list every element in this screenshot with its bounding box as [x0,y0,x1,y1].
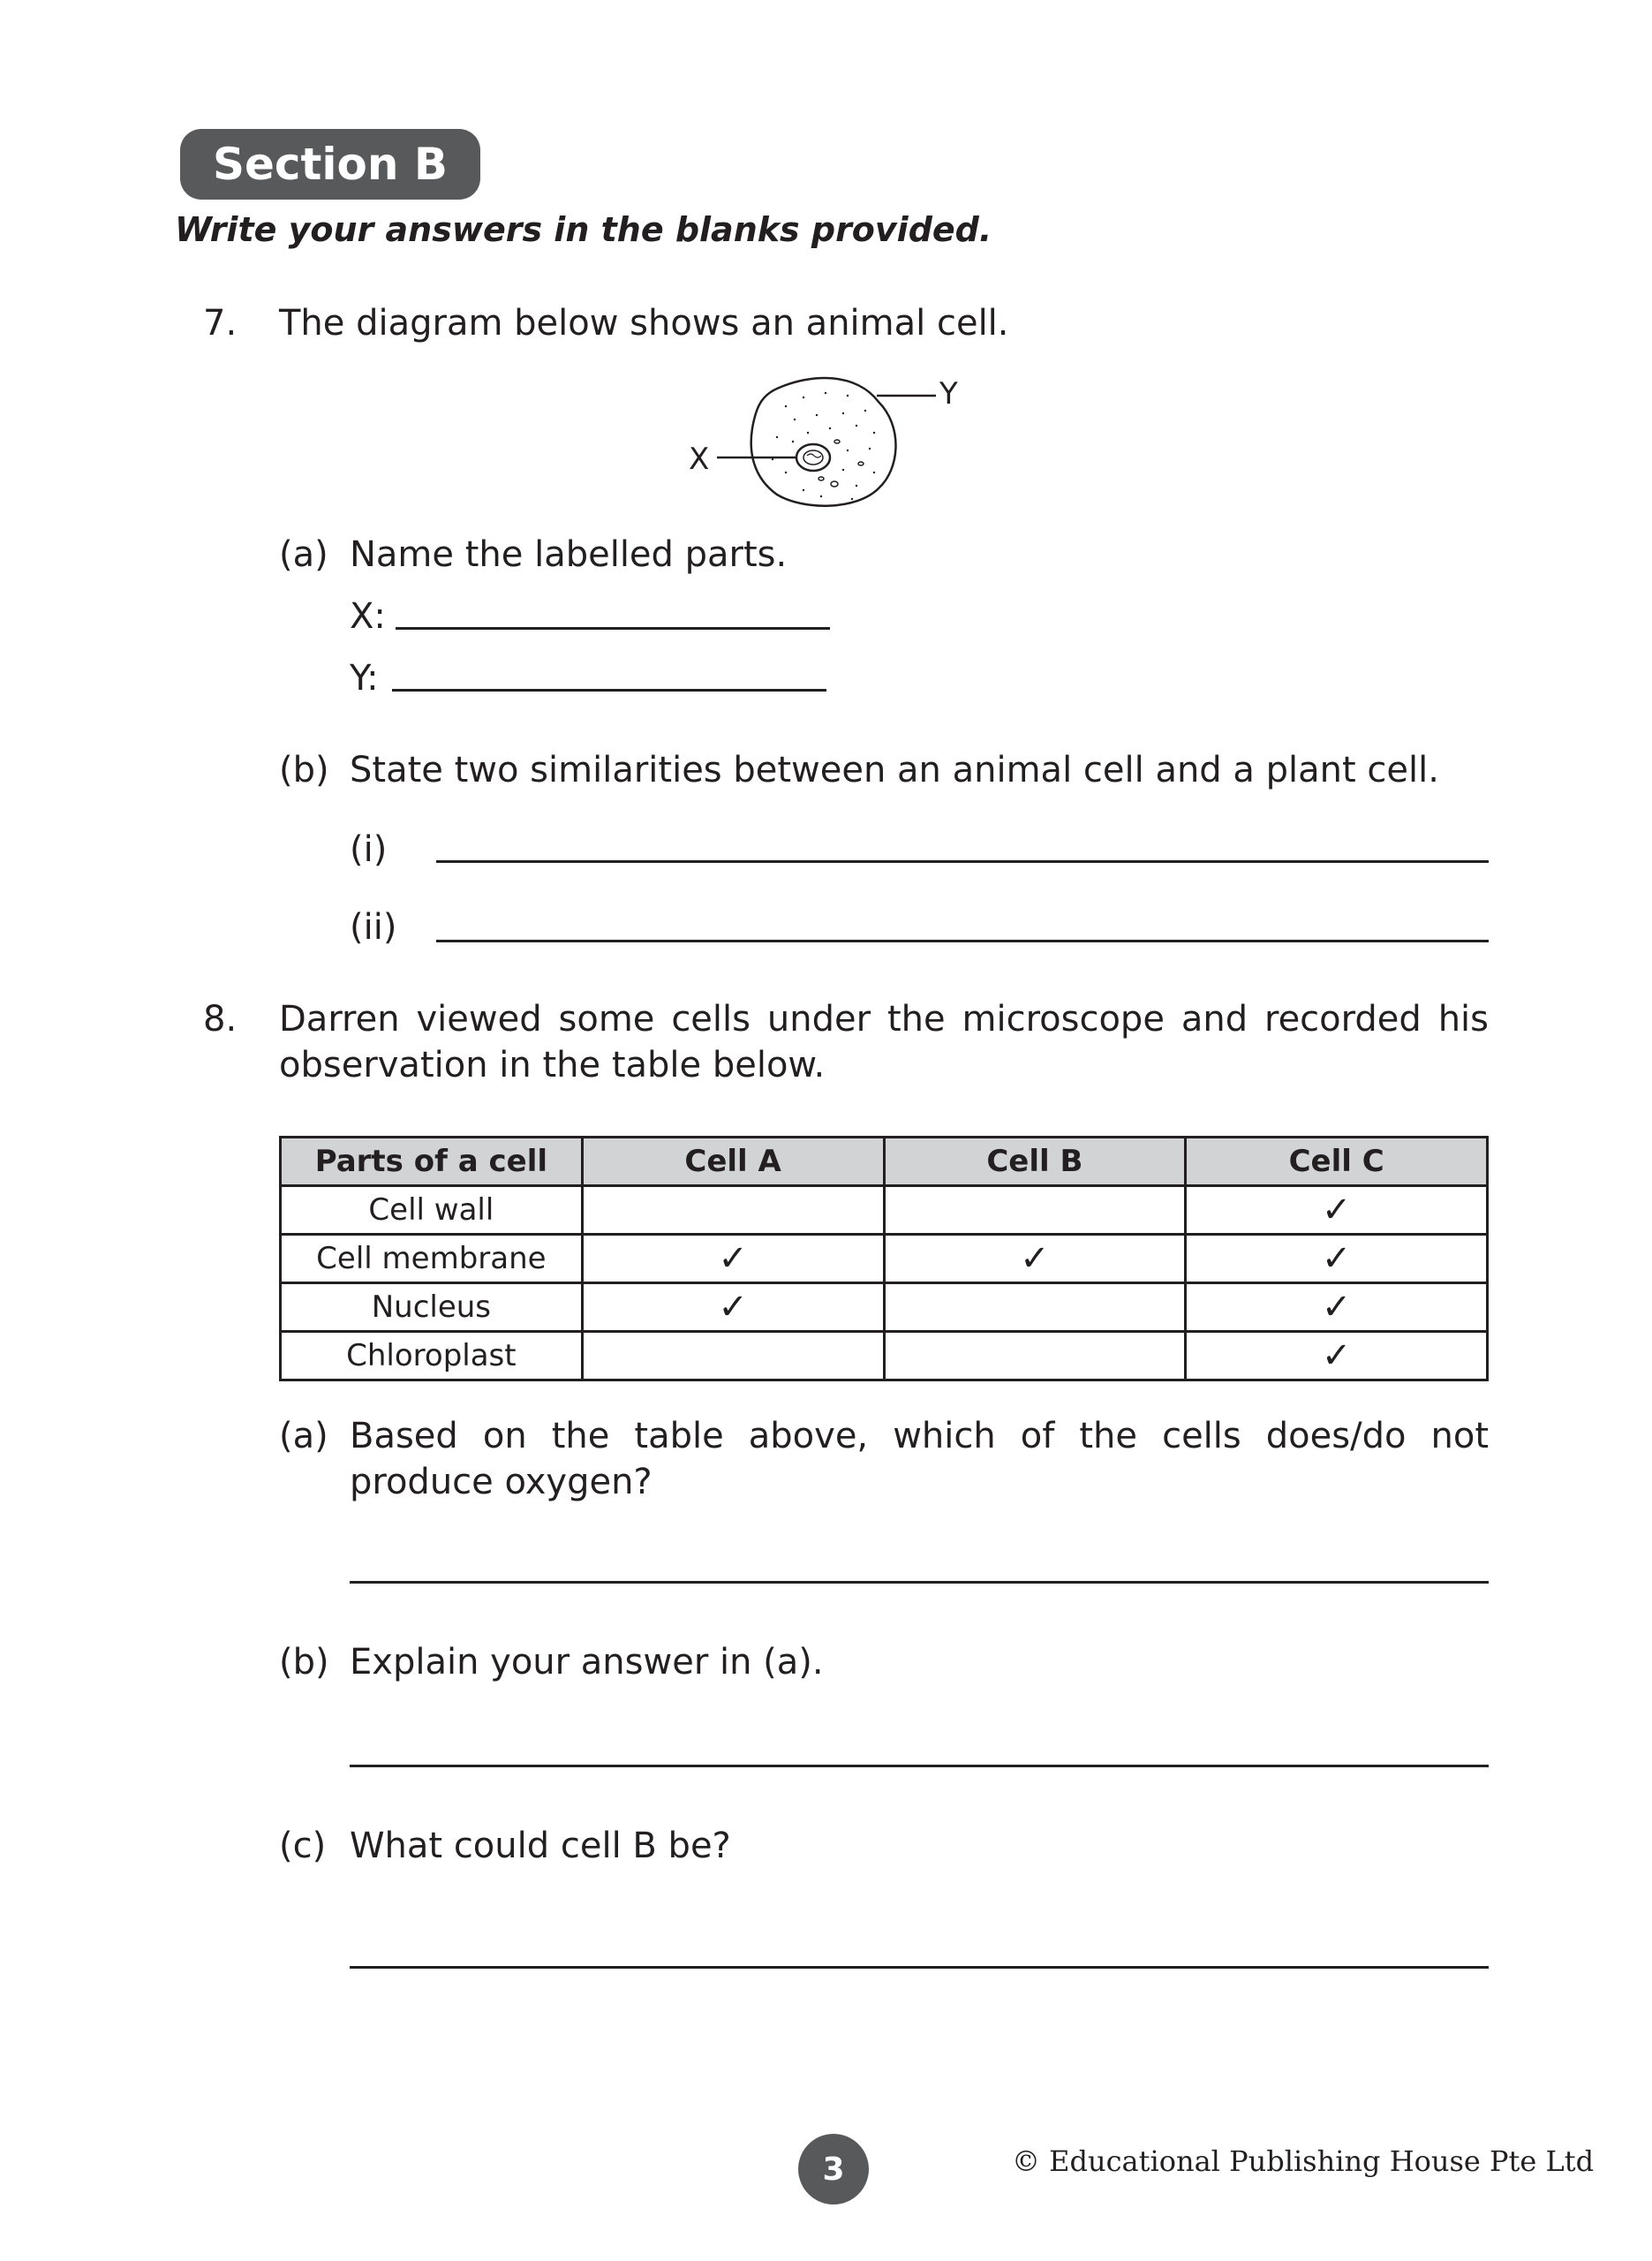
row-label: Chloroplast [281,1332,583,1380]
q7-number: 7. [203,303,238,344]
q7a-y-label: Y: [350,658,379,699]
table-row [281,1332,1488,1380]
nucleolus [803,450,823,465]
cell-membrane-outline [751,378,896,506]
page-number-badge [798,2134,869,2204]
table-cell [582,1186,884,1235]
table-cell [582,1332,884,1380]
q7a-x-label: X: [350,596,386,637]
table-cell: ✓ [582,1283,884,1332]
q8a-letter: (a) [279,1416,328,1456]
table-cell: ✓ [1186,1283,1488,1332]
table-cell [884,1332,1186,1380]
q8b-text: Explain your answer in (a). [350,1642,824,1683]
q8c-letter: (c) [279,1826,327,1866]
row-label: Cell wall [281,1186,583,1235]
answer-line-8c[interactable] [350,1966,1489,1969]
table-row [281,1283,1488,1332]
answer-line-7b-i[interactable] [436,860,1489,863]
answer-line-8b[interactable] [350,1765,1489,1767]
table-cell [884,1186,1186,1235]
header-parts: Parts of a cell [281,1138,583,1186]
q8c-text: What could cell B be? [350,1826,731,1866]
q7a-text: Name the labelled parts. [350,534,788,575]
table-cell: ✓ [884,1235,1186,1283]
diagram-label-x: X [689,442,710,477]
answer-line-x[interactable] [396,627,830,630]
q7b-i-label: (i) [350,829,388,870]
table-cell: ✓ [1186,1332,1488,1380]
copyright-text: © Educational Publishing House Pte Ltd [1012,2144,1595,2178]
table-cell: ✓ [582,1235,884,1283]
q7b-text: State two similarities between an animal cell and a plant cell. [350,750,1439,790]
section-badge [180,129,480,200]
row-label: Cell membrane [281,1235,583,1283]
instruction-text: Write your answers in the blanks provided. [175,210,992,249]
q7-text: The diagram below shows an animal cell. [279,303,1009,344]
answer-line-8a[interactable] [350,1581,1489,1584]
q8b-letter: (b) [279,1642,329,1683]
q8-number: 8. [203,999,238,1040]
table-cell: ✓ [1186,1186,1488,1235]
table-cell [884,1283,1186,1332]
table-header-row [281,1138,1488,1186]
answer-line-y[interactable] [392,689,826,692]
header-cell-a: Cell A [582,1138,884,1186]
animal-cell-diagram [689,371,971,512]
q7b-ii-label: (ii) [350,907,397,948]
table-cell: ✓ [1186,1235,1488,1283]
section-title: Section B [212,139,449,190]
table-row [281,1235,1488,1283]
nucleus-outline [796,444,830,471]
q8a-text: Based on the table above, which of the cells does/do not produce oxygen? [350,1416,1489,1502]
header-cell-c: Cell C [1186,1138,1488,1186]
header-cell-b: Cell B [884,1138,1186,1186]
table-row [281,1186,1488,1235]
q7b-letter: (b) [279,750,329,790]
row-label: Nucleus [281,1283,583,1332]
diagram-label-y: Y [939,376,958,412]
page-number: 3 [822,2151,845,2188]
q8-text: Darren viewed some cells under the microscope and recorded his observation in the table below. [279,999,1489,1085]
answer-line-7b-ii[interactable] [436,940,1489,942]
q7a-letter: (a) [279,534,328,575]
observation-table [279,1136,1489,1381]
